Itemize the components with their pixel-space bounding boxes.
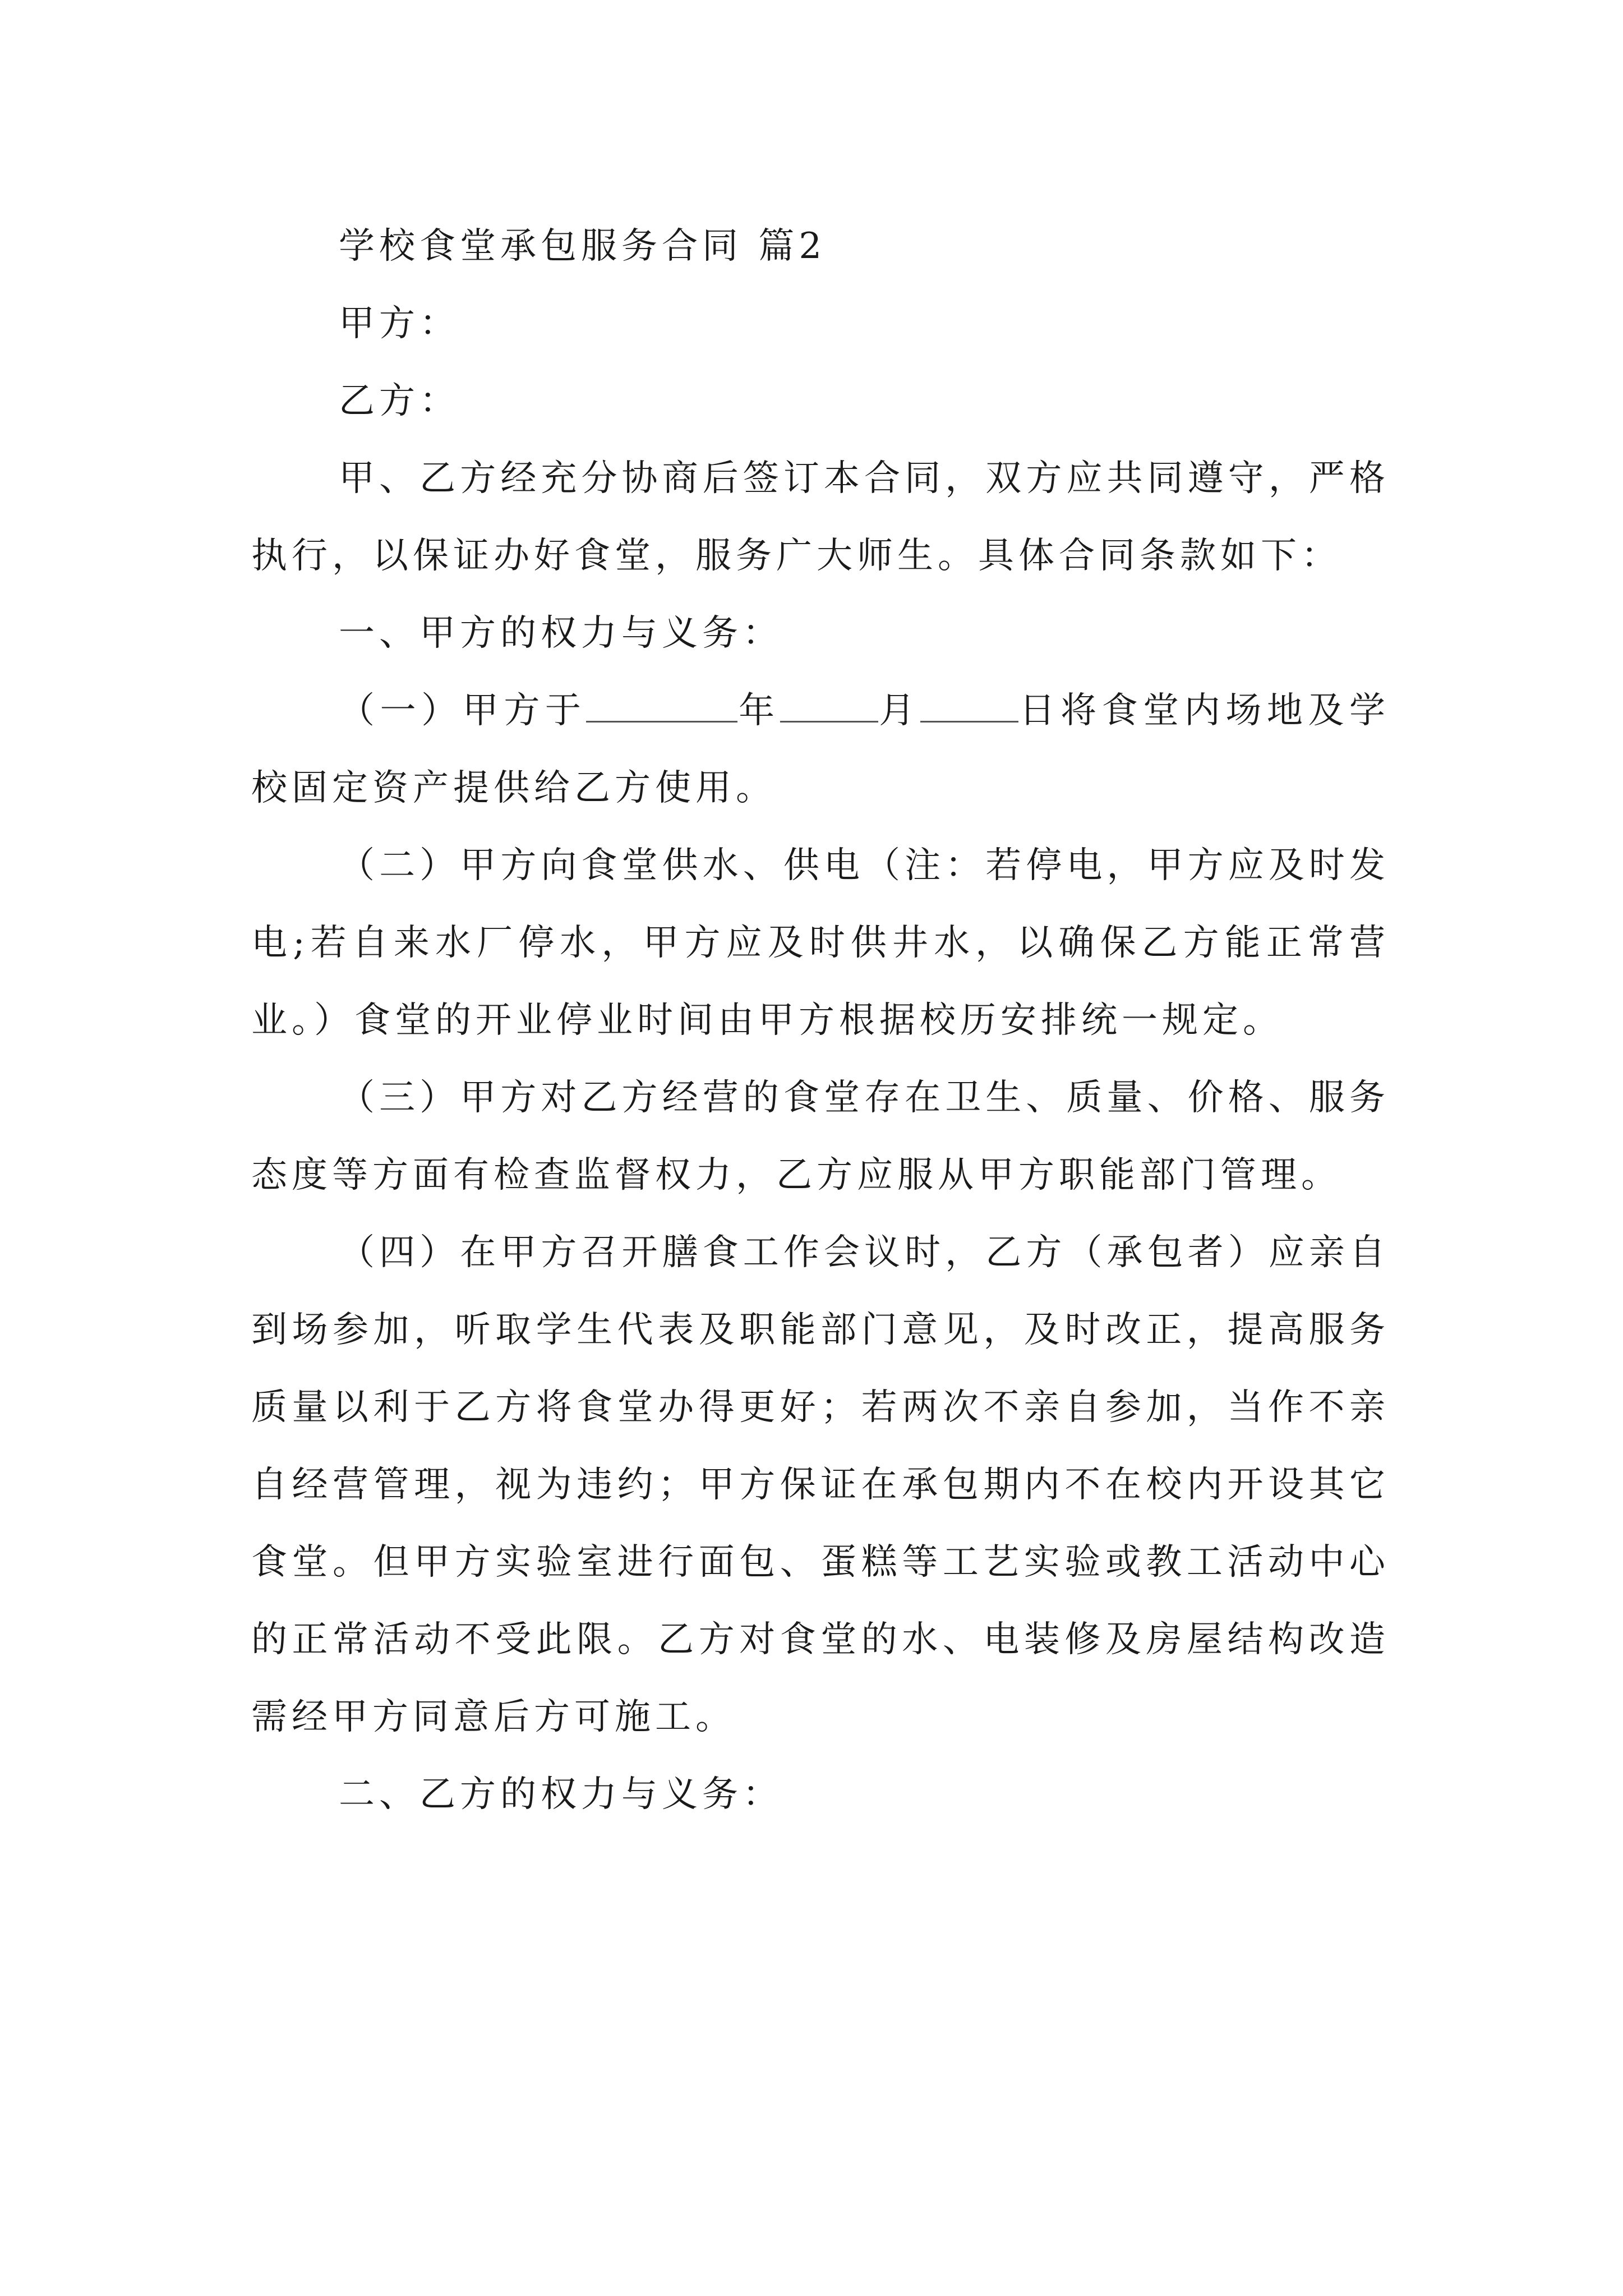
day-blank bbox=[920, 688, 1018, 723]
clause-2-paragraph: （二）甲方向食堂供水、供电（注：若停电，甲方应及时发电;若自来水厂停水，甲方应及时供井水，以确保乙方能正常营业。）食堂的开业停业时间由甲方根据校历安排统一规定。 bbox=[251, 845, 1390, 1041]
intro-paragraph: 甲、乙方经充分协商后签订本合同，双方应共同遵守，严格执行，以保证办好食堂，服务广大师生。具体合同条款如下： bbox=[251, 458, 1390, 577]
month-label: 月 bbox=[878, 690, 920, 731]
month-blank bbox=[780, 688, 878, 723]
year-label: 年 bbox=[737, 690, 780, 731]
party-a-label: 甲方： bbox=[339, 303, 460, 344]
party-b-label: 乙方： bbox=[339, 380, 460, 422]
section-1-heading: 一、甲方的权力与义务： bbox=[339, 613, 783, 654]
year-blank bbox=[586, 688, 737, 723]
section-2-heading: 二、乙方的权力与义务： bbox=[339, 1774, 783, 1815]
clause-4-paragraph: （四）在甲方召开膳食工作会议时，乙方（承包者）应亲自到场参加，听取学生代表及职能部门意见，及时改正，提高服务质量以利于乙方将食堂办得更好；若两次不亲自参加，当作不亲自经营管理，视为违约；甲方保证在承包期内不在校内开设其它食堂。但甲方实验室进行面包、蛋糕等工艺实验或教工活动中心的正常活动不受此限。乙方对食堂的水、电装修及房屋结构改造需经甲方同意后方可施工。 bbox=[251, 1232, 1390, 1738]
document-title: 学校食堂承包服务合同 篇2 bbox=[339, 226, 827, 267]
document-page bbox=[251, 208, 1390, 1833]
clause-1-text-start: （一）甲方于 bbox=[339, 690, 587, 731]
clause-1-paragraph bbox=[251, 672, 1390, 827]
clause-1-text-end: 日将食堂内场地及学校固定资产提供给乙方使用。 bbox=[251, 690, 1390, 809]
clause-3-paragraph: （三）甲方对乙方经营的食堂存在卫生、质量、价格、服务态度等方面有检查监督权力，乙方应服从甲方职能部门管理。 bbox=[251, 1077, 1390, 1196]
